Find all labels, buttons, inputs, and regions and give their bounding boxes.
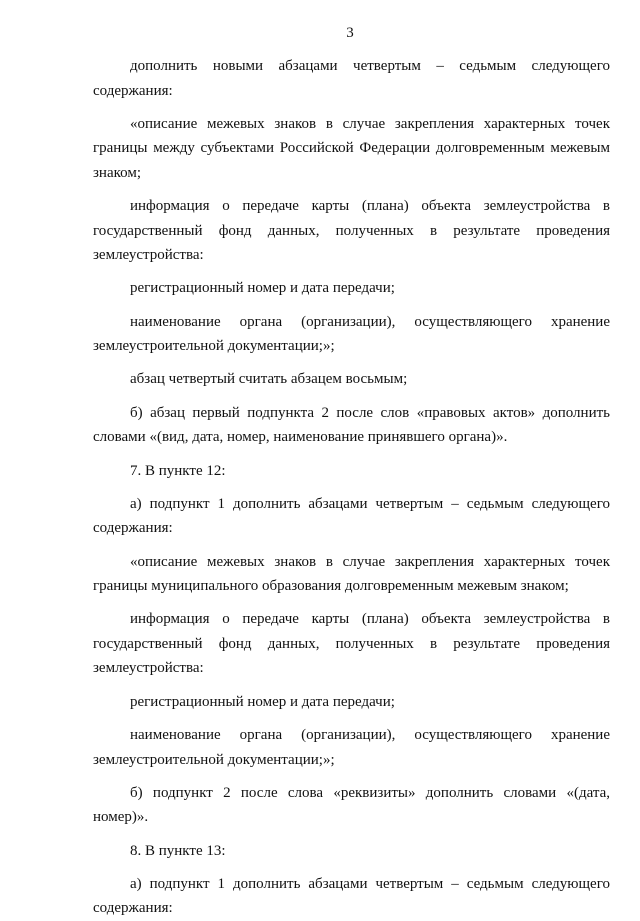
paragraph: а) подпункт 1 дополнить абзацами четвертым – седьмым следующего содержания: [93,875,610,917]
paragraph: «описание межевых знаков в случае закрепления характерных точек границы между субъектами Российской Федерации долговременным межевым знаком; [93,115,610,181]
paragraph: дополнить новыми абзацами четвертым – седьмым следующего содержания: [93,58,610,99]
paragraph: а) подпункт 1 дополнить абзацами четвертым – седьмым следующего содержания: [93,495,610,537]
paragraph: наименование органа (организации), осуществляющего хранение землеустроительной документации;»; [93,727,610,768]
paragraph: регистрационный номер и дата передачи; [130,280,395,297]
paragraph: абзац четвертый считать абзацем восьмым; [130,371,408,388]
paragraph: наименование органа (организации), осуществляющего хранение землеустроительной документации;»; [93,313,610,355]
paragraph: «описание межевых знаков в случае закрепления характерных точек границы муниципального образования долговременным межевым знаком; [93,553,610,595]
paragraph: б) абзац первый подпункта 2 после слов «правовых актов» дополнить словами «(вид, дата, номер, наименование принявшего органа)». [93,404,610,446]
document-body [93,54,610,921]
section-heading: 8. В пункте 13: [130,842,226,859]
paragraph: информация о передаче карты (плана) объекта землеустройства в государственный фонд данных, полученных в результате проведения землеустройства: [93,198,610,264]
paragraph: б) подпункт 2 после слова «реквизиты» дополнить словами «(дата, номер)». [93,784,610,826]
section-heading: 7. В пункте 12: [130,462,226,479]
page-number: 3 [346,25,354,41]
paragraph: регистрационный номер и дата передачи; [130,693,395,710]
paragraph: информация о передаче карты (плана) объекта землеустройства в государственный фонд данных, полученных в результате проведения землеустройства: [93,611,610,677]
